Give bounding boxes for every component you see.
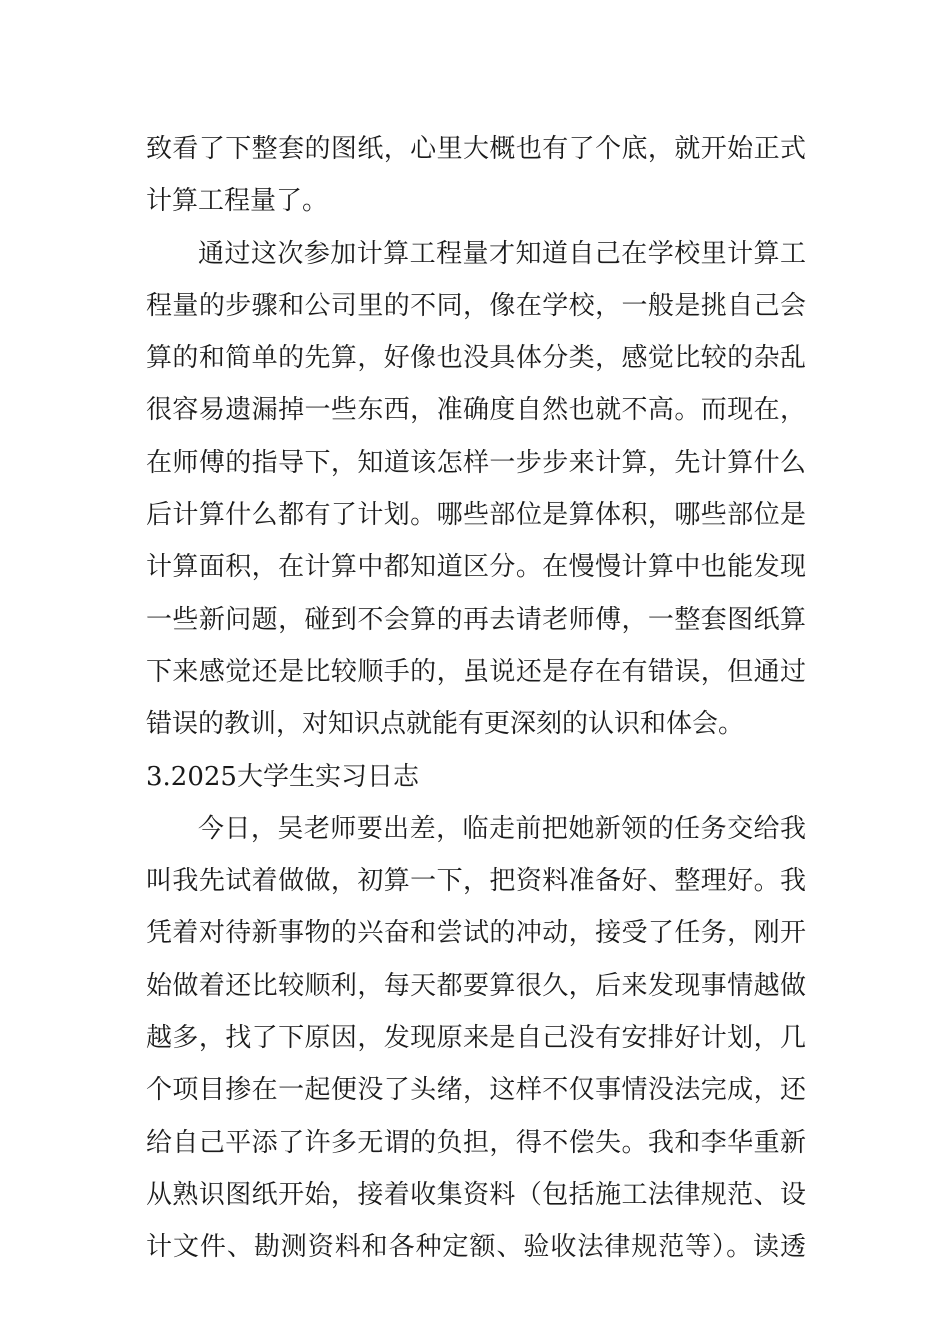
text-line: 从熟识图纸开始，接着收集资料（包括施工法律规范、设 <box>146 1179 806 1210</box>
text-line: 程量的步骤和公司里的不同，像在学校，一般是挑自己会 <box>146 290 806 321</box>
text-line: 在师傅的指导下，知道该怎样一步步来计算，先计算什么 <box>146 447 806 478</box>
text-line: 个项目掺在一起便没了头绪，这样不仅事情没法完成，还 <box>146 1075 806 1106</box>
text-line: 错误的教训，对知识点就能有更深刻的认识和体会。 <box>146 709 745 740</box>
text-line: 一些新问题，碰到不会算的再去请老师傅，一整套图纸算 <box>146 604 806 635</box>
document-body <box>146 123 806 1274</box>
text-line: 算的和简单的先算，好像也没具体分类，感觉比较的杂乱 <box>146 343 806 374</box>
text-line: 致看了下整套的图纸，心里大概也有了个底，就开始正式 <box>146 134 806 164</box>
section-heading: 3.2025大学生实习日志 <box>146 761 419 792</box>
paragraph-start-line: 通过这次参加计算工程量才知道自己在学校里计算工 <box>198 238 806 269</box>
text-line: 始做着还比较顺利，每天都要算很久，后来发现事情越做 <box>146 970 806 1001</box>
text-line: 下来感觉还是比较顺手的，虽说还是存在有错误，但通过 <box>146 656 806 687</box>
text-line: 越多，找了下原因，发现原来是自己没有安排好计划，几 <box>146 1023 806 1054</box>
text-line: 叫我先试着做做，初算一下，把资料准备好、整理好。我 <box>146 866 806 897</box>
text-line: 凭着对待新事物的兴奋和尝试的冲动，接受了任务，刚开 <box>146 918 806 949</box>
paragraph-start-line: 今日，吴老师要出差，临走前把她新领的任务交给我 <box>198 813 806 844</box>
text-line: 计文件、勘测资料和各种定额、验收法律规范等）。读透 <box>146 1232 806 1263</box>
text-line: 很容易遗漏掉一些东西，准确度自然也就不高。而现在， <box>146 395 806 426</box>
text-line: 给自己平添了许多无谓的负担，得不偿失。我和李华重新 <box>146 1127 806 1158</box>
text-line: 后计算什么都有了计划。哪些部位是算体积，哪些部位是 <box>146 500 806 531</box>
text-line: 计算工程量了。 <box>146 186 329 217</box>
text-line: 计算面积，在计算中都知道区分。在慢慢计算中也能发现 <box>146 552 806 583</box>
